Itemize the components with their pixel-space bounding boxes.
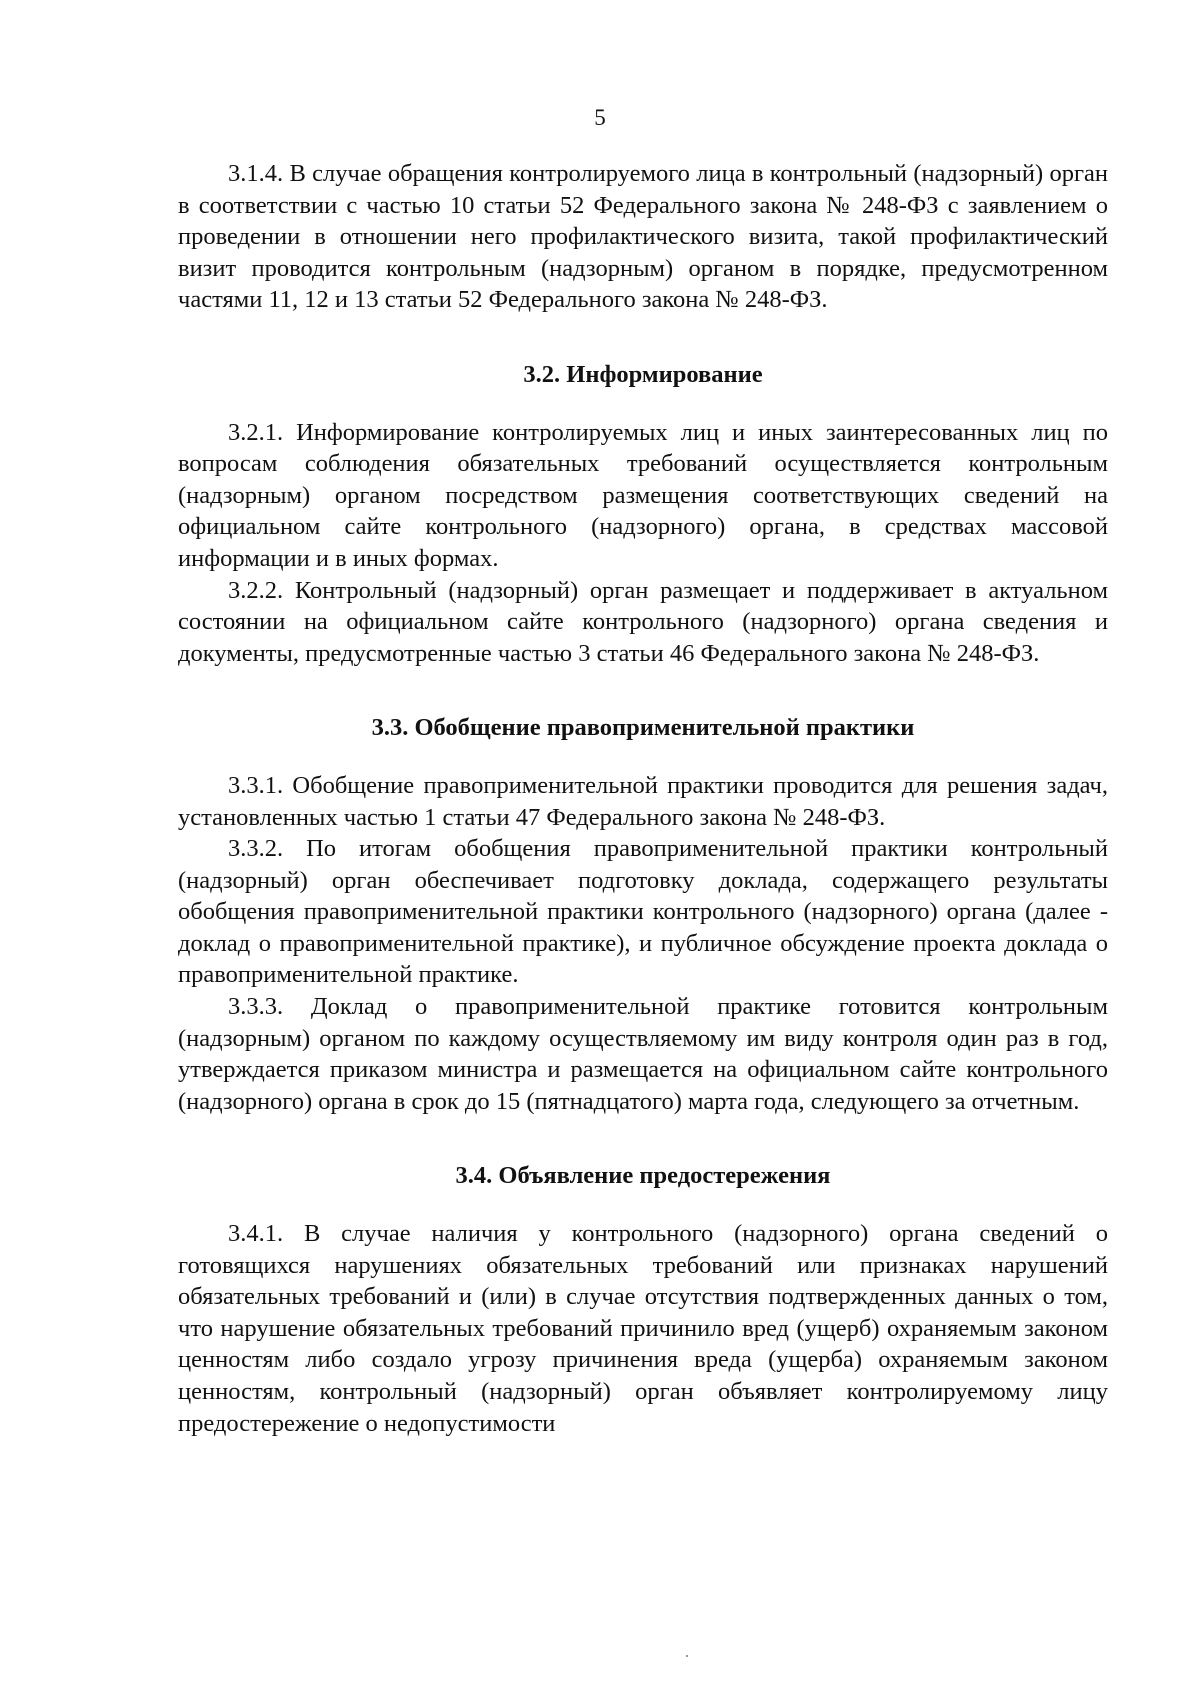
paragraph-3-2-2: 3.2.2. Контрольный (надзорный) орган размещает и поддерживает в актуальном состоянии на официальном сайте контрольного (надзорного) органа сведения и документы, предусмотренные частью 3 статьи 46 Федерального закона № 248-ФЗ.: [178, 576, 1108, 667]
scan-speck: [686, 1655, 688, 1657]
page-number: 5: [594, 105, 606, 130]
paragraph-3-3-3: 3.3.3. Доклад о правоприменительной практике готовится контрольным (надзорным) органом по каждому осуществляемому им виду контроля один раз в год, утверждается приказом министра и размещается на официальном сайте контрольного (надзорного) органа в срок до 15 (пятнадцатого) марта года, следующего за отчетным.: [178, 993, 1108, 1115]
paragraph-3-1-4: 3.1.4. В случае обращения контролируемого лица в контрольный (надзорный) орган в соответствии с частью 10 статьи 52 Федерального закона № 248-ФЗ с заявлением о проведении в отношении него профилактического визита, такой профилактический визит проводится контрольным (надзорным) органом в порядке, предусмотренном частями 11, 12 и 13 статьи 52 Федерального закона № 248-ФЗ.: [178, 160, 1108, 314]
section-heading-3-3: 3.3. Обобщение правоприменительной практики: [371, 714, 915, 742]
paragraph-3-3-2: 3.3.2. По итогам обобщения правоприменительной практики контрольный (надзорный) орган обеспечивает подготовку доклада, содержащего результаты обобщения правоприменительной практики контрольного (надзорного) органа (далее - доклад о правоприменительной практике), и публичное обсуждение проекта доклада о правоприменительной практике.: [178, 835, 1108, 989]
paragraph-3-3-1: 3.3.1. Обобщение правоприменительной практики проводится для решения задач, установленных частью 1 статьи 47 Федерального закона № 248-ФЗ.: [178, 771, 1108, 831]
section-heading-3-2: 3.2. Информирование: [523, 360, 763, 388]
document-body: [178, 158, 1108, 1439]
paragraph-3-2-1: 3.2.1. Информирование контролируемых лиц и иных заинтересованных лиц по вопросам соблюдения обязательных требований осуществляется контрольным (надзорным) органом посредством размещения соответствующих сведений на официальном сайте контрольного (надзорного) органа, в средствах массовой информации и в иных формах.: [178, 418, 1108, 572]
section-heading-3-4: 3.4. Объявление предостережения: [455, 1162, 831, 1190]
paragraph-3-4-1: 3.4.1. В случае наличия у контрольного (надзорного) органа сведений о готовящихся нарушениях обязательных требований или признаках нарушений обязательных требований и (или) в случае отсутствия подтвержденных данных о том, что нарушение обязательных требований причинило вред (ущерб) охраняемым законом ценностям либо создало угрозу причинения вреда (ущерба) охраняемым законом ценностям, контрольный (надзорный) орган объявляет контролируемому лицу предостережение о недопустимости: [178, 1220, 1108, 1437]
